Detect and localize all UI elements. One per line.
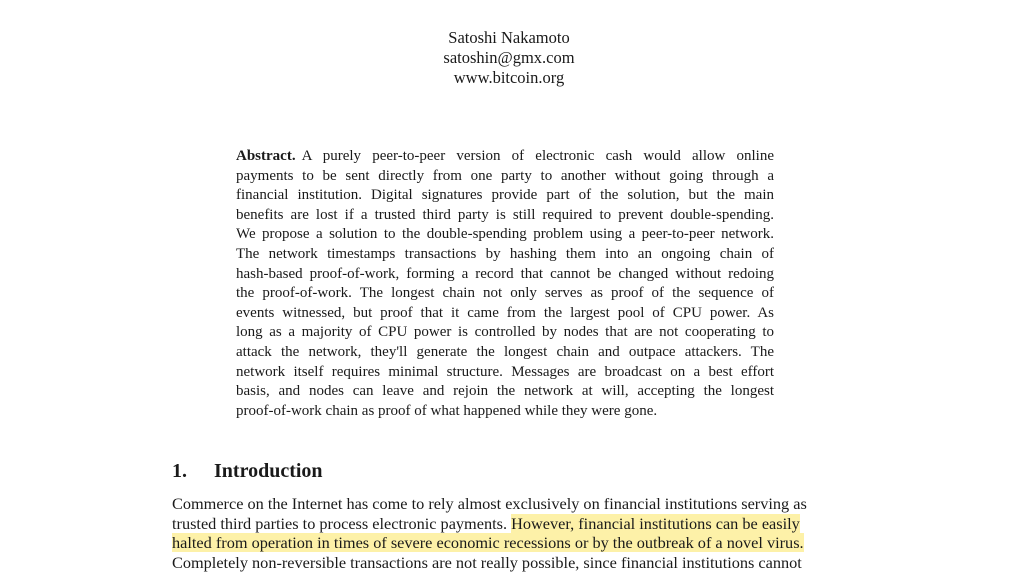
intro-line <box>172 533 850 553</box>
section-title: Introduction <box>214 460 323 482</box>
intro-line: Commerce on the Internet has come to rely almost exclusively on financial institutions serving as <box>172 494 850 514</box>
abstract-line: events witnessed, but proof that it came from the largest pool of CPU power. As <box>236 304 774 324</box>
abstract-line: payments to be sent directly from one party to another without going through a <box>236 167 774 187</box>
abstract-line: We propose a solution to the double-spending problem using a peer-to-peer network. <box>236 225 774 245</box>
abstract-line: attack the network, they'll generate the longest chain and outpace attackers. The <box>236 343 774 363</box>
abstract-line: hash-based proof-of-work, forming a record that cannot be changed without redoing <box>236 265 774 285</box>
abstract-line: financial institution. Digital signatures provide part of the solution, but the main <box>236 186 774 206</box>
abstract-line: The network timestamps transactions by hashing them into an ongoing chain of <box>236 245 774 265</box>
author-email: satoshin@gmx.com <box>0 48 1018 68</box>
intro-paragraph <box>172 494 850 572</box>
author-block <box>0 28 1018 88</box>
abstract-line: benefits are lost if a trusted third party is still required to prevent double-spending. <box>236 206 774 226</box>
author-website: www.bitcoin.org <box>0 68 1018 88</box>
highlighted-text: However, financial institutions can be easily <box>511 514 800 533</box>
section-heading <box>172 458 323 484</box>
abstract-line: network itself requires minimal structure. Messages are broadcast on a best effort <box>236 363 774 383</box>
intro-line: Completely non-reversible transactions are not really possible, since financial institutions cannot <box>172 553 850 572</box>
section-number: 1. <box>172 458 214 484</box>
abstract-label: Abstract. <box>236 148 296 164</box>
intro-line: trusted third parties to process electronic payments. However, financial institutions can be easily <box>172 514 850 534</box>
abstract-line: basis, and nodes can leave and rejoin the network at will, accepting the longest <box>236 382 774 402</box>
highlighted-text: halted from operation in times of severe economic recessions or by the outbreak of a novel virus. <box>172 533 804 552</box>
abstract-line: proof-of-work chain as proof of what happened while they were gone. <box>236 402 774 422</box>
abstract-line: Abstract. A purely peer-to-peer version of electronic cash would allow online <box>236 147 774 167</box>
abstract-line: the proof-of-work. The longest chain not only serves as proof of the sequence of <box>236 284 774 304</box>
author-name: Satoshi Nakamoto <box>0 28 1018 48</box>
abstract-line: long as a majority of CPU power is controlled by nodes that are not cooperating to <box>236 323 774 343</box>
abstract <box>236 147 774 421</box>
